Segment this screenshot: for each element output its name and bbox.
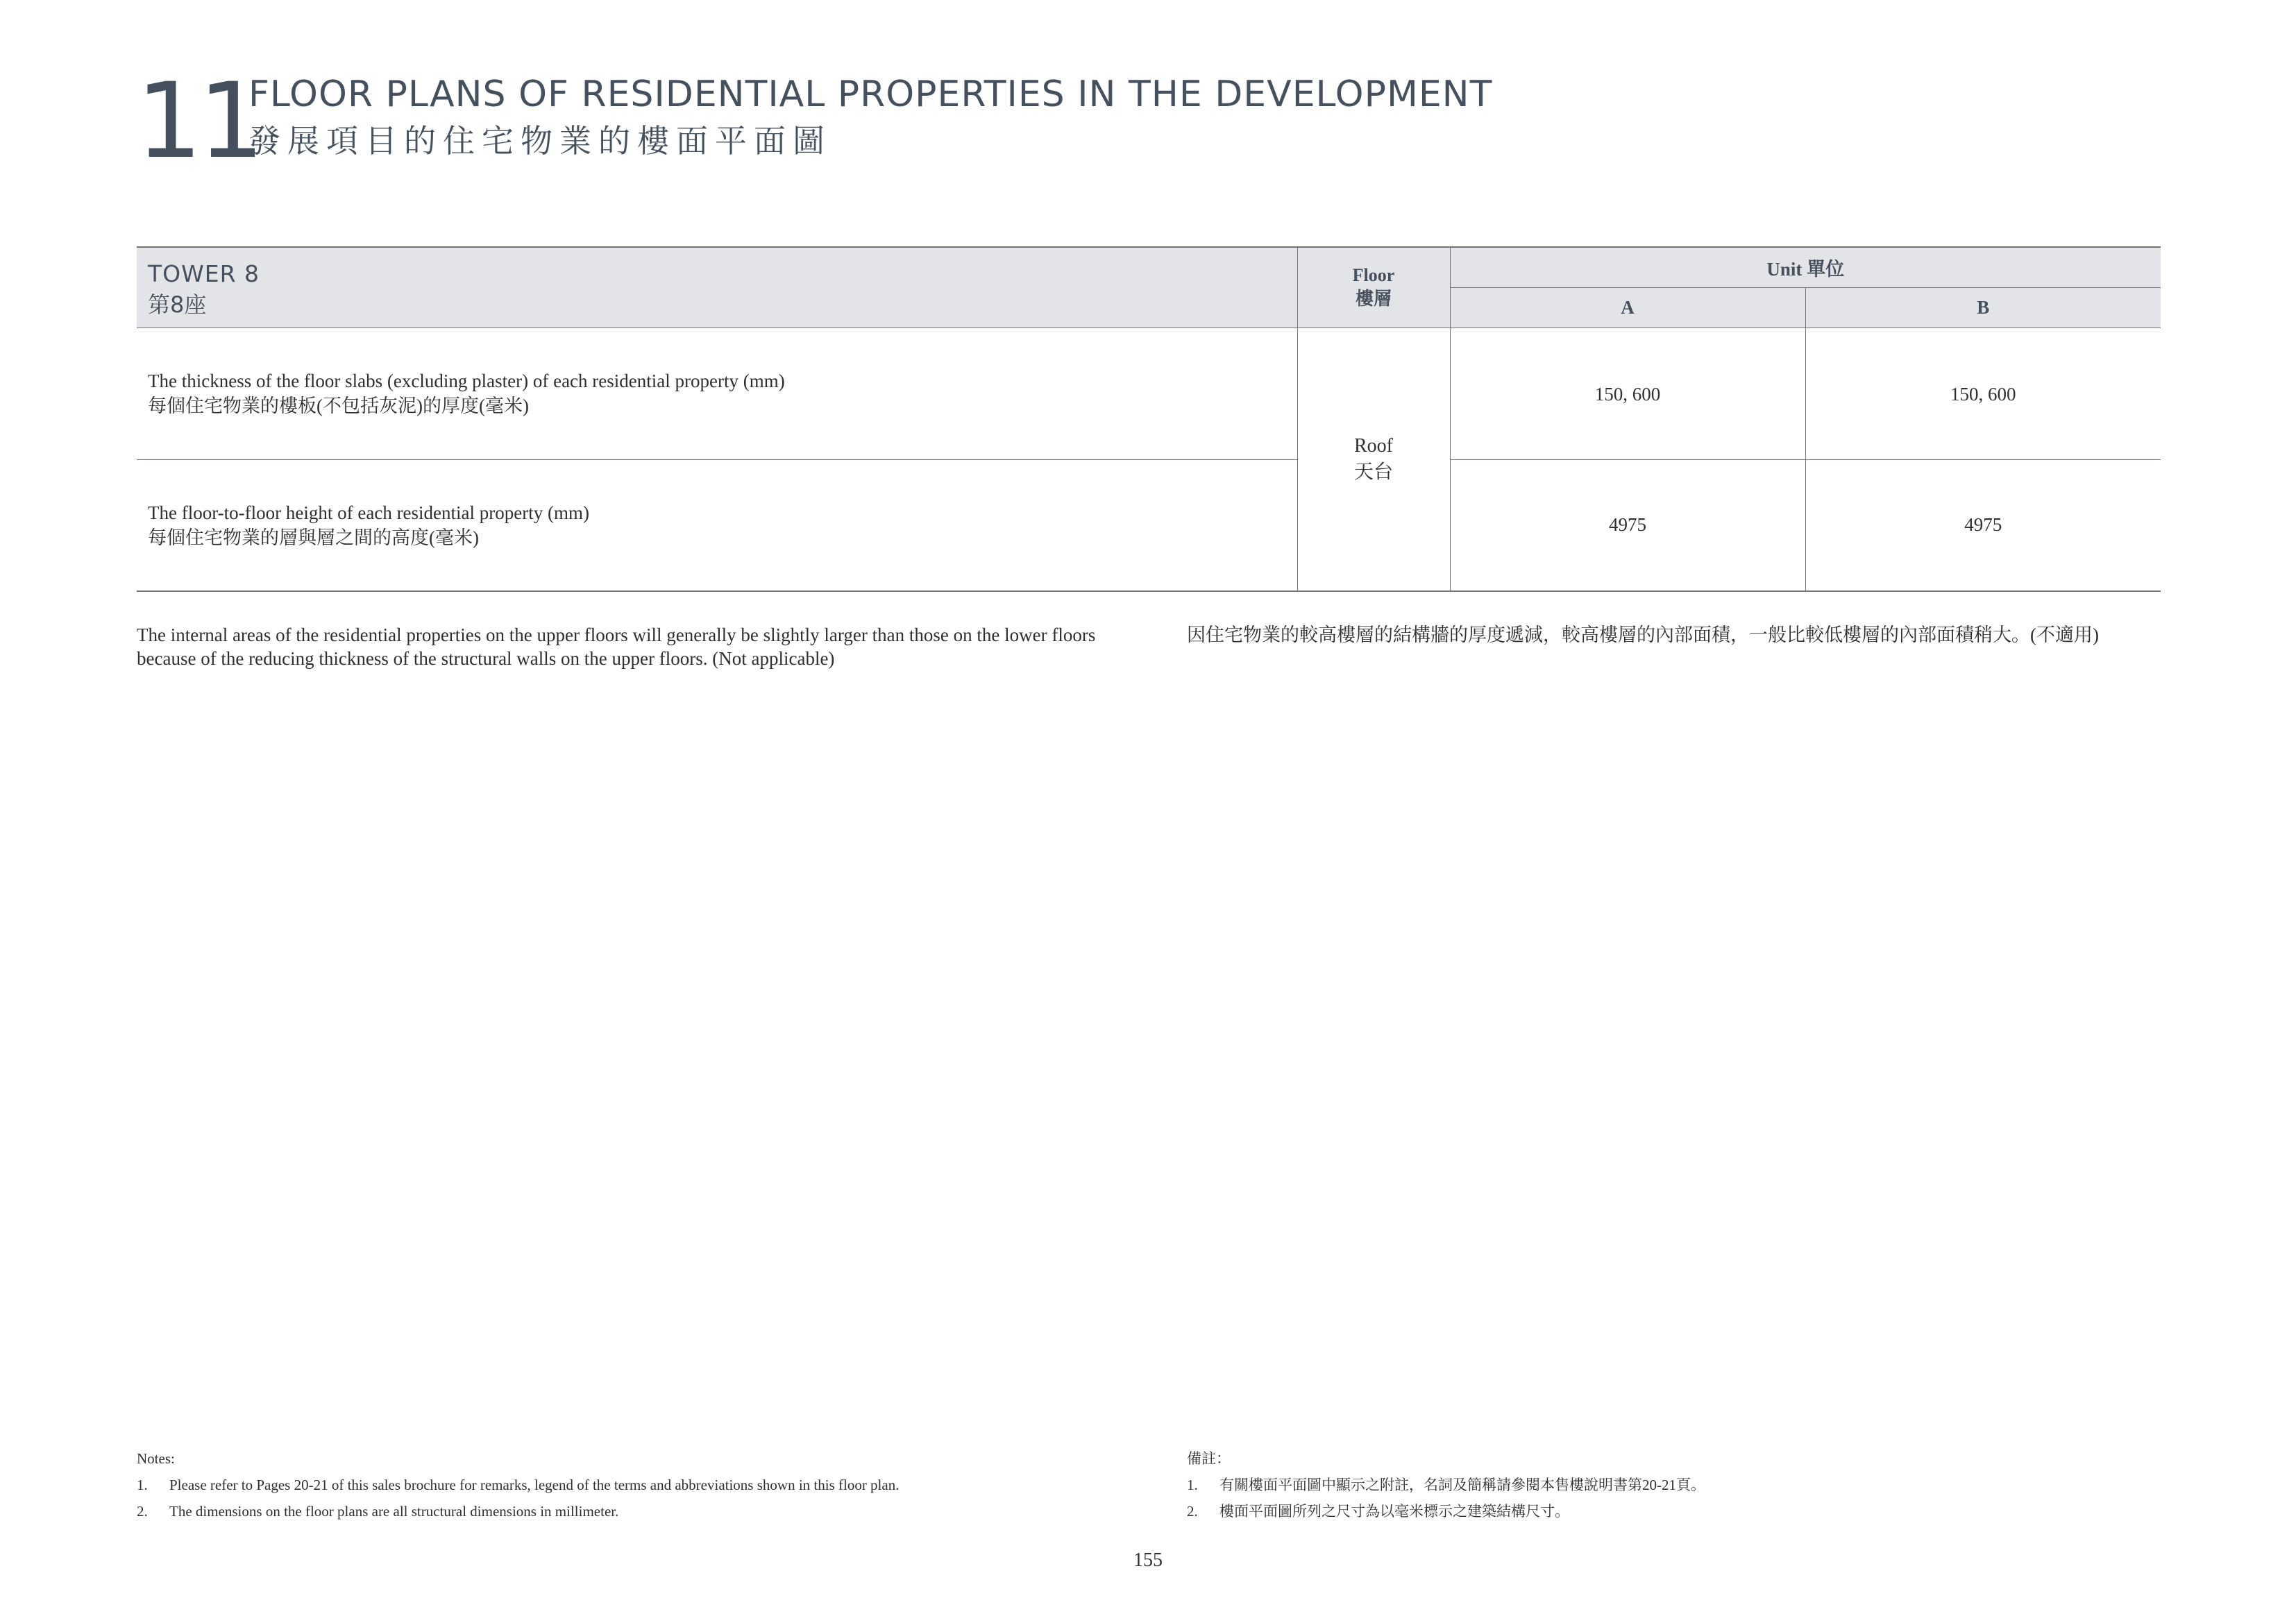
notes-zh [1187,1445,2159,1524]
value-cell: 150, 600 [1805,328,2161,459]
value-cell: 150, 600 [1450,328,1805,459]
tower-name-en: TOWER 8 [148,260,260,287]
note-text: 有關樓面平面圖中顯示之附註，名詞及簡稱請參閱本售樓說明書第20-21頁。 [1219,1477,1705,1493]
row-label-zh: 每個住宅物業的樓板(不包括灰泥)的厚度(毫米) [148,396,529,416]
note-number: 1. [137,1477,148,1493]
list-item [137,1472,1164,1498]
list-item [1187,1472,2159,1498]
floor-header [1297,247,1450,328]
floor-header-en: Floor [1352,265,1395,286]
row-label-zh: 每個住宅物業的層與層之間的高度(毫米) [148,527,479,548]
list-item [137,1498,1164,1524]
note-number: 1. [1187,1477,1198,1493]
note-text: The dimensions on the floor plans are all structural dimensions in millimeter. [169,1503,619,1520]
floor-name-en: Roof [1354,434,1393,457]
section-number: 11 [136,61,260,182]
unit-column-b: B [1805,287,2161,328]
page-title-zh: 發展項目的住宅物業的樓面平面圖 [248,122,832,160]
floor-spec-table [137,246,2161,592]
table-row [137,459,2161,591]
value-cell: 4975 [1450,459,1805,591]
unit-column-a: A [1450,287,1805,328]
notes-title-en: Notes: [137,1450,175,1467]
tower-name-zh: 第8座 [148,291,207,318]
list-item [1187,1498,2159,1524]
page-number: 155 [1133,1549,1163,1571]
floor-header-zh: 樓層 [1355,289,1392,309]
tower-header [137,247,1297,328]
note-number: 2. [1187,1503,1198,1520]
floor-cell [1297,328,1450,591]
row-label-en: The floor-to-floor height of each residential property (mm) [148,502,589,523]
note-text: 樓面平面圖所列之尺寸為以毫米標示之建築結構尺寸。 [1219,1503,1569,1520]
internal-area-note-en: The internal areas of the residential properties on the upper floors will generally be slightly larger than those on the lower floors because of the reducing thickness of the structural walls on the upper floors. (Not applicable) [137,624,1096,669]
note-text: Please refer to Pages 20-21 of this sales brochure for remarks, legend of the terms and abbreviations shown in this floor plan. [169,1477,900,1493]
page-title-en: FLOOR PLANS OF RESIDENTIAL PROPERTIES IN THE DEVELOPMENT [248,74,1493,115]
floor-name-zh: 天台 [1353,461,1393,483]
note-number: 2. [137,1503,148,1520]
row-label [137,459,1297,591]
table-row [137,328,2161,459]
internal-area-note-zh: 因住宅物業的較高樓層的結構牆的厚度遞減，較高樓層的內部面積，一般比較低樓層的內部面積稍大。(不適用) [1187,624,2099,645]
unit-header: Unit 單位 [1450,247,2161,287]
notes-en [137,1445,1164,1524]
value-cell: 4975 [1805,459,2161,591]
row-label-en: The thickness of the floor slabs (excluding plaster) of each residential property (mm) [148,371,785,391]
notes-title-zh: 備註： [1187,1450,1231,1467]
row-label [137,328,1297,459]
